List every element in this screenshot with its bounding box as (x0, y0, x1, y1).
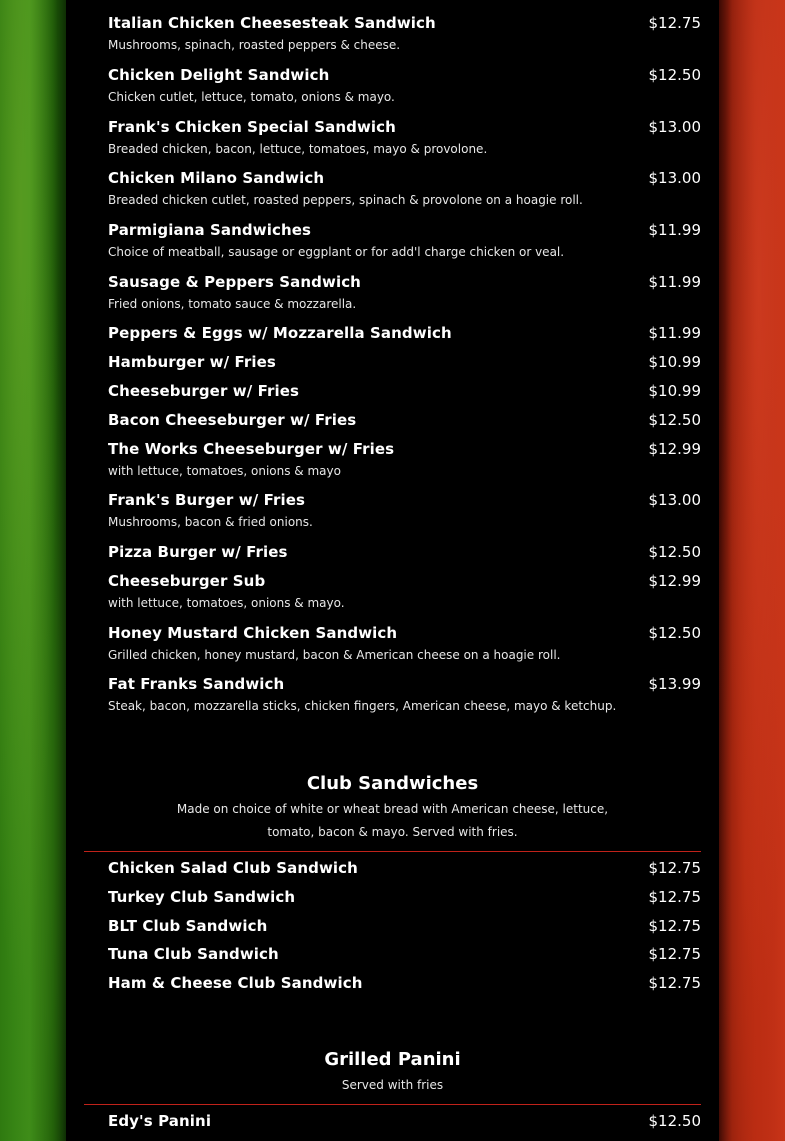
item-price: $10.99 (648, 382, 701, 400)
item-price: $12.50 (648, 66, 701, 84)
section-description-club-line2: tomato, bacon & mayo. Served with fries. (267, 825, 518, 839)
item-name: Hamburger w/ Fries (108, 353, 276, 371)
item-name: Parmigiana Sandwiches (108, 221, 312, 239)
item-name: Chicken Delight Sandwich (108, 66, 330, 84)
section-title-club: Club Sandwiches (306, 773, 479, 794)
item-price: $13.00 (648, 491, 701, 509)
item-name: Peppers & Eggs w/ Mozzarella Sandwich (108, 324, 452, 342)
item-price: $11.99 (648, 324, 701, 342)
item-description: Fried onions, tomato sauce & mozzarella. (108, 297, 357, 311)
item-description: Grilled chicken, honey mustard, bacon & American cheese on a hoagie roll. (108, 648, 561, 662)
item-description: with lettuce, tomatoes, onions & mayo (108, 464, 341, 478)
item-description: Mushrooms, spinach, roasted peppers & cheese. (108, 38, 401, 52)
item-price: $11.99 (648, 273, 701, 291)
item-name: Honey Mustard Chicken Sandwich (108, 624, 398, 642)
item-name: Tuna Club Sandwich (108, 945, 279, 963)
item-price: $12.75 (648, 859, 701, 877)
item-name: Edy's Panini (108, 1112, 212, 1130)
item-description: Mushrooms, bacon & fried onions. (108, 515, 313, 529)
right-flag-border (719, 0, 785, 1141)
item-price: $13.99 (648, 675, 701, 693)
item-description: Steak, bacon, mozzarella sticks, chicken fingers, American cheese, mayo & ketchup. (108, 699, 617, 713)
item-name: Frank's Chicken Special Sandwich (108, 118, 396, 136)
item-name: Chicken Salad Club Sandwich (108, 859, 358, 877)
item-price: $10.99 (648, 353, 701, 371)
item-description: Choice of meatball, sausage or eggplant or for add'l charge chicken or veal. (108, 245, 565, 259)
item-name: Sausage & Peppers Sandwich (108, 273, 361, 291)
item-description: Breaded chicken cutlet, roasted peppers, spinach & provolone on a hoagie roll. (108, 193, 583, 207)
item-price: $12.99 (648, 572, 701, 590)
item-name: Italian Chicken Cheesesteak Sandwich (108, 14, 436, 32)
item-name: Fat Franks Sandwich (108, 675, 285, 693)
item-description: Breaded chicken, bacon, lettuce, tomatoes, mayo & provolone. (108, 142, 488, 156)
section-description-club: Made on choice of white or wheat bread with American cheese, lettuce, (176, 802, 609, 816)
item-price: $12.50 (648, 1112, 701, 1130)
item-price: $12.75 (648, 974, 701, 992)
section-title-panini: Grilled Panini (324, 1049, 461, 1070)
item-name: Ham & Cheese Club Sandwich (108, 974, 363, 992)
item-price: $12.75 (648, 14, 701, 32)
left-flag-border (0, 0, 66, 1141)
item-name: The Works Cheeseburger w/ Fries (108, 440, 395, 458)
item-name: Turkey Club Sandwich (108, 888, 296, 906)
item-name: Cheeseburger w/ Fries (108, 382, 300, 400)
item-name: Pizza Burger w/ Fries (108, 543, 288, 561)
item-price: $11.99 (648, 221, 701, 239)
item-price: $12.99 (648, 440, 701, 458)
item-price: $12.50 (648, 411, 701, 429)
item-price: $13.00 (648, 118, 701, 136)
item-name: Frank's Burger w/ Fries (108, 491, 306, 509)
item-price: $12.75 (648, 945, 701, 963)
item-price: $12.50 (648, 624, 701, 642)
item-name: Bacon Cheeseburger w/ Fries (108, 411, 357, 429)
item-price: $12.50 (648, 543, 701, 561)
item-description: Chicken cutlet, lettuce, tomato, onions & mayo. (108, 90, 395, 104)
section-divider (84, 851, 701, 852)
item-price: $12.75 (648, 888, 701, 906)
section-description-panini: Served with fries (341, 1078, 444, 1092)
section-divider (84, 1104, 701, 1105)
item-name: BLT Club Sandwich (108, 917, 268, 935)
item-price: $13.00 (648, 169, 701, 187)
item-description: with lettuce, tomatoes, onions & mayo. (108, 596, 345, 610)
item-name: Chicken Milano Sandwich (108, 169, 325, 187)
item-name: Cheeseburger Sub (108, 572, 266, 590)
item-price: $12.75 (648, 917, 701, 935)
